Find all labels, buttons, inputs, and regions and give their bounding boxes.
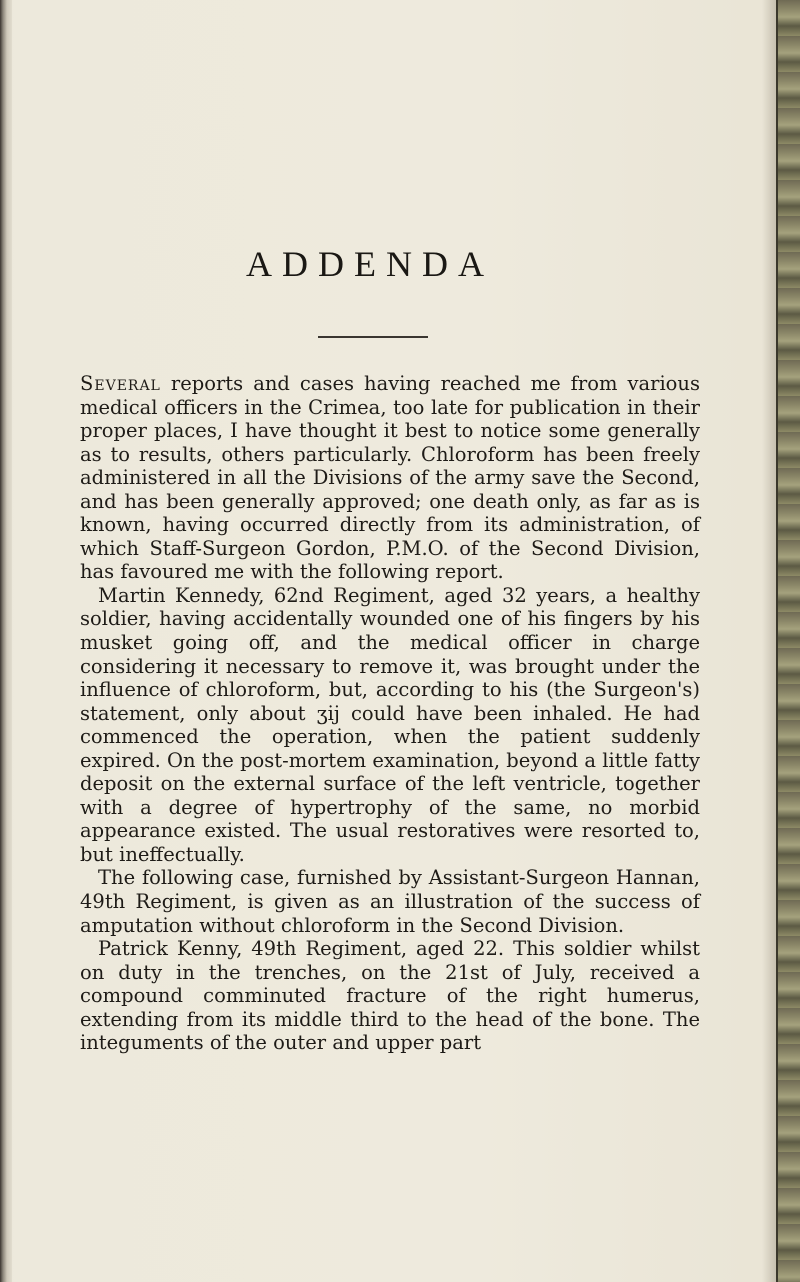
title-rule xyxy=(318,336,428,338)
body-text xyxy=(80,372,700,1055)
opening-word: Several xyxy=(80,372,161,395)
paragraph-2: Martin Kennedy, 62nd Regiment, aged 32 years, a healthy soldier, having accidentally wounded one of his fingers by his musket going off, and the medical officer in charge considering it necessary to remove it, was brought under the influence of chloroform, but, according to his (the Surgeon's) statement, only about ʒij could have been inhaled. He had commenced the operation, when the patient suddenly expired. On the post-mortem examination, beyond a little fatty deposit on the external surface of the left ventricle, together with a degree of hypertrophy of the same, no morbid appearance existed. The usual restoratives were resorted to, but ineffectually. xyxy=(80,583,700,866)
page-left-edge xyxy=(0,0,12,1282)
book-spine xyxy=(776,0,800,1282)
paragraph-1 xyxy=(80,372,700,584)
paragraph-4: Patrick Kenny, 49th Regiment, aged 22. This soldier whilst on duty in the trenches, on the 21st of July, received a compound comminuted fracture of the right humerus, extending from its middle third to the head of the bone. The integuments of the outer and upper part xyxy=(80,937,700,1055)
page-title: ADDENDA xyxy=(246,244,494,284)
paragraph-3: The following case, furnished by Assistant-Surgeon Hannan, 49th Regiment, is given as an illustration of the success of amputation without chloroform in the Second Division. xyxy=(80,866,700,937)
paragraph-1-text: reports and cases having reached me from various medical officers in the Crimea, too late for publication in their proper places, I have thought it best to notice some generally as to results, others particularly. Chloroform has been freely administered in all the Divisions of the army save the Second, and has been generally approved; one death only, as far as is known, having occurred directly from its administration, of which Staff-Surgeon Gordon, P.M.O. of the Second Division, has favoured me with the following report. xyxy=(80,372,700,584)
